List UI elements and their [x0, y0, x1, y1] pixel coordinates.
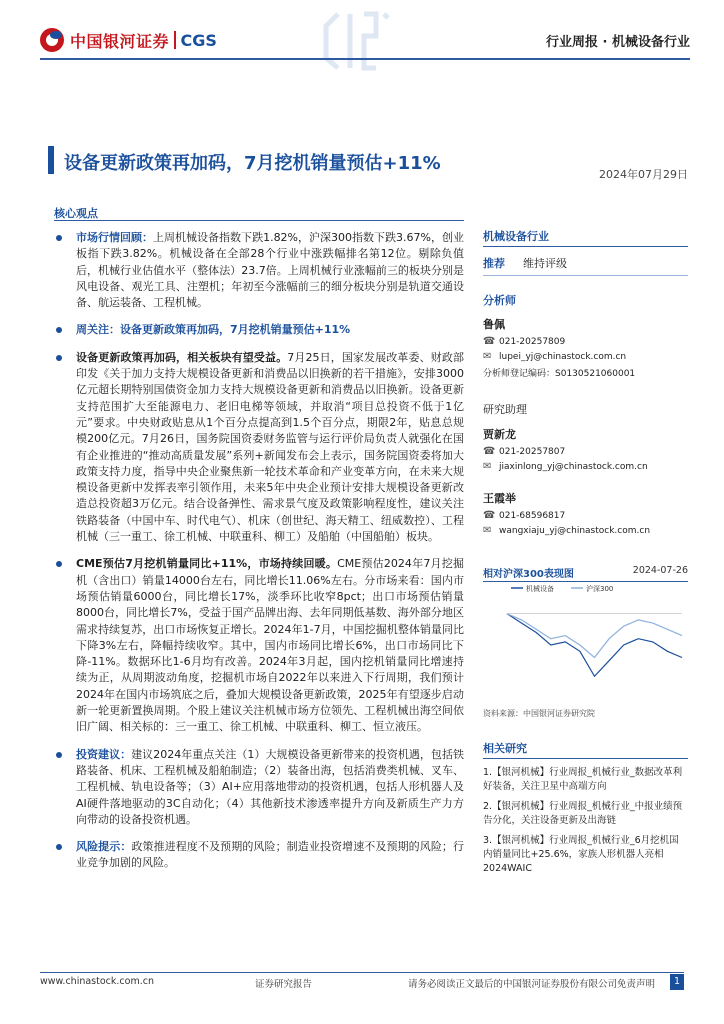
legend-label-0: 机械设备 [526, 585, 554, 593]
series-line-1 [507, 614, 682, 658]
bullet-lead: 投资建议： [76, 747, 132, 761]
assistant-phone: ☎ 021-68596817 [483, 510, 566, 521]
footer-report-label: 证券研究报告 [255, 979, 313, 990]
page-header [0, 0, 724, 75]
related-heading: 相关研究 [483, 740, 688, 759]
cgs-watermark-icon [318, 6, 396, 76]
chart-title: 相对沪深300表现图 [483, 569, 574, 580]
industry-name: 机械设备行业 [483, 228, 688, 247]
main-content [54, 230, 464, 883]
chart-source: 资料来源：中国银河证券研究院 [483, 709, 595, 718]
assistant-name: 王霞举 [483, 492, 516, 505]
analyst-email[interactable]: ✉ lupei_yj@chinastock.com.cn [483, 351, 627, 362]
page-number: 1 [670, 974, 684, 990]
analyst-phone: ☎ 021-20257809 [483, 336, 566, 347]
rating-label: 推荐 [483, 257, 505, 270]
bullet-policy [54, 350, 464, 546]
related-research [483, 740, 688, 882]
assistant-phone: ☎ 021-20257807 [483, 446, 566, 457]
related-item[interactable]: 2.【银河机械】行业周报_机械行业_中报业绩预告分化，关注设备更新及出海链 [483, 801, 683, 826]
assistant-name: 贾新龙 [483, 428, 516, 441]
rating-row [483, 255, 688, 276]
bullet-text: 上周机械设备指数下跌1.82%，沪深300指数下跌3.67%，创业板指下跌3.82%。机械设备在全部28个行业中涨跌幅排名第12位。剔除负值后，机械行业估值水平（整体法）23.7倍。上周机械行业涨幅前三的板块分别是风电设备、观光工具、注塑机；年初至今涨幅前三的细分板块分别是轨道交通设备、航运装备、工程机械。 [76, 231, 464, 310]
analyst-name: 鲁佩 [483, 318, 505, 331]
analyst-panel [483, 292, 688, 536]
bullet-risk [54, 839, 464, 872]
header-divider [40, 58, 690, 60]
bullet-lead: 设备更新政策再加码，相关板块有望受益。 [76, 350, 288, 364]
relative-performance-chart [483, 565, 688, 718]
phone-icon: ☎ [483, 446, 496, 457]
industry-rating-panel [483, 228, 688, 276]
bullet-market-review [54, 230, 464, 311]
analyst-cert: 分析师登记编码：S0130521060001 [483, 369, 636, 379]
bullet-text: 建议2024年重点关注（1）大规模设备更新带来的投资机遇，包括铁路装备、机床、工程机械及船舶制造；（2）装备出海，包括消费类机械、叉车、工程机械、轨电设备等；（3）AI+应用落地带动的投资机遇，包括人形机器人及AI硬件落地驱动的3C自动化；（4）其他新技术渗透率提升方向及新质生产力方向带动的设备投资机遇。 [76, 747, 464, 826]
bullet-weekly-focus [54, 322, 464, 338]
footer-divider [40, 972, 684, 973]
rating-value: 维持评级 [523, 257, 567, 270]
core-view-heading: 核心观点 [54, 207, 98, 220]
bullet-excavator [54, 556, 464, 735]
logo-cn-text: 中国银河证券 [70, 31, 170, 51]
phone-icon: ☎ [483, 510, 496, 521]
series-line-0 [507, 614, 682, 677]
footer-disclaimer: 请务必阅读正文最后的中国银河证券股份有限公司免责声明 [408, 979, 656, 990]
bullet-text: CME预估2024年7月挖掘机（含出口）销量14000台左右，同比增长11.06%左右。分市场来看：国内市场预估销量6000台，同比增长17%，淡季环比收窄8pct；出口市场预估销量8000台，同比增长7%，受益于国产品牌出海、去年同期低基数、海外部分地区需求持续复苏，出口市场恢复正增长。2024年1-7月，中国挖掘机整体销量同比下降3%左右，降幅持续收窄。其中，国内市场同比增长6%，出口市场同比下降-11%。数据环比1-6月均有改善。2024年3月起，国内挖机销量同比增速持续为正，从周期波动角度，挖掘机市场自2022年以来进入下行周期，我们预计2024年在国内市场筑底之后，叠加大规模设备更新政策，2025年有望逐步启动新一轮更新置换周期。个股上建议关注机械市场方位领先、工程机械出海空间依旧广阔、相关标的：三一重工、徐工机械、中联重科、柳工、恒立液压。 [76, 557, 464, 734]
analyst-heading: 分析师 [483, 294, 516, 307]
assistant-email[interactable]: ✉ wangxiaju_yj@chinastock.com.cn [483, 525, 651, 536]
legend-label-1: 沪深300 [586, 585, 614, 593]
mail-icon: ✉ [483, 525, 492, 536]
logo-en-text: CGS [180, 30, 217, 50]
bullet-investment [54, 747, 464, 828]
assistant-heading: 研究助理 [483, 403, 527, 416]
bullet-text: 7月25日，国家发展改革委、财政部印发《关于加力支持大规模设备更新和消费品以旧换新的若干措施》，安排3000亿元超长期特别国债资金加力支持大规模设备更新和消费品以旧换新。设备更新支持范围扩大至能源电力、老旧电梯等领域，并取消“项目总投资不低于1亿元”要求。中央财政贴息从1个百分点提高到1.5个百分点，期限2年，贴息总规模200亿元。7月26日，国务院国资委财务监管与运行评价局负责人就强化在国有企业推进的“推动高质量发展”系列+新闻发布会上表示，国务院国资委将加大政策支持力度，指导中央企业聚焦新一轮技术革命和产业变革方向，在未来大规模设备更新中发挥表率引领作用，未来5年中央企业预计安排大规模设备更新改造总投资超3万亿元。结合设备弹性、需求景气度及政策影响程度性，建议关注铁路装备（中国中车、时代电气）、机床（创世纪、海天精工、纽威数控）、工程机械（三一重工、徐工机械、中联重科、柳工）及船舶（中国船舶）板块。 [76, 350, 464, 544]
bullet-lead: CME预估7月挖机销量同比+11%，市场持续回暖。 [76, 557, 338, 571]
bullet-lead: 周关注：设备更新政策再加码，7月挖机销量预估+11% [76, 323, 351, 337]
bullet-lead: 风险提示： [76, 840, 132, 854]
report-type: 行业周报 · 机械设备行业 [546, 35, 690, 50]
chart-date: 2024-07-26 [632, 565, 688, 576]
bullet-text: 政策推进程度不及预期的风险；制造业投资增速不及预期的风险；行业竞争加剧的风险。 [76, 840, 465, 870]
related-list [483, 766, 688, 876]
mail-icon: ✉ [483, 461, 492, 472]
company-logo [40, 28, 217, 52]
footer-website[interactable]: www.chinastock.com.cn [40, 976, 154, 987]
related-item[interactable]: 3.【银河机械】行业周报_机械行业_6月挖机国内销量同比+25.6%，家族人形机器人亮相2024WAIC [483, 835, 679, 874]
bullet-lead: 市场行情回顾： [76, 231, 154, 244]
assistant-email[interactable]: ✉ jiaxinlong_yj@chinastock.com.cn [483, 461, 648, 472]
title-accent-bar [48, 146, 54, 174]
report-title: 设备更新政策再加码，7月挖机销量预估+11% [64, 153, 441, 174]
report-date: 2024年07月29日 [599, 168, 688, 181]
core-view-divider [54, 220, 464, 221]
galaxy-logo-icon [40, 28, 64, 52]
related-item[interactable]: 1.【银河机械】行业周报_机械行业_数据改革利好装备，关注卫星中高端方向 [483, 767, 683, 792]
phone-icon: ☎ [483, 336, 496, 347]
mail-icon: ✉ [483, 351, 492, 362]
chart-plot [483, 582, 688, 700]
